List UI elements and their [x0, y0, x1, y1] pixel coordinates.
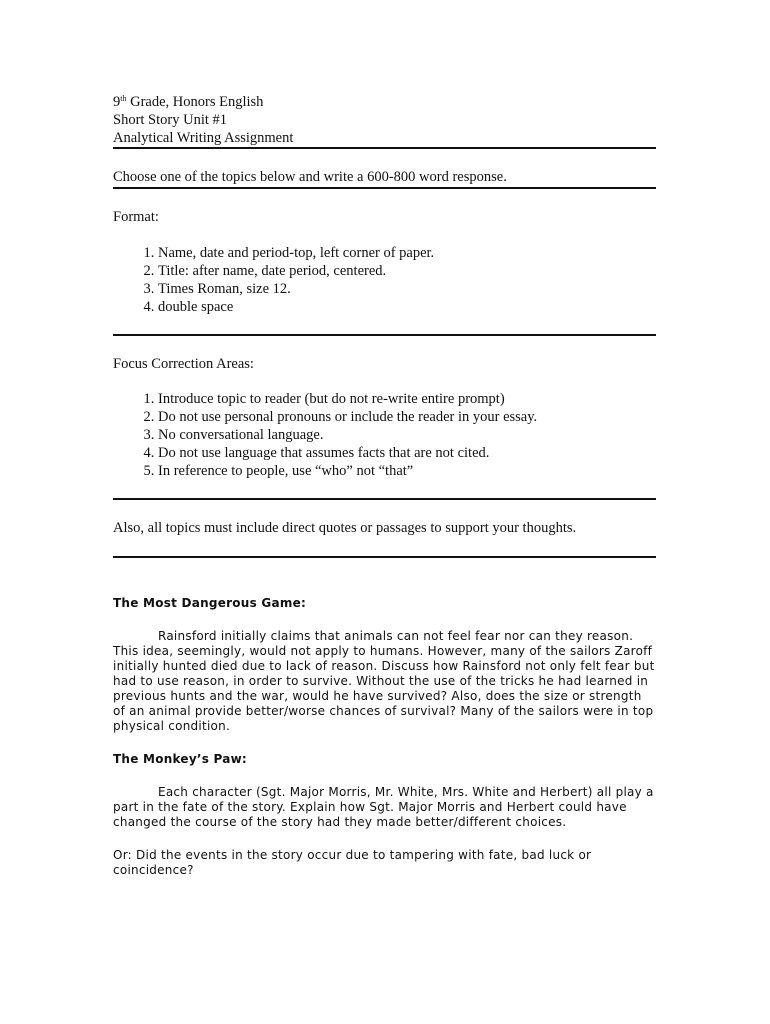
format-item: 2. Title: after name, date period, centered. [158, 262, 656, 280]
topic-title-monkeys-paw: The Monkey’s Paw: [113, 752, 247, 766]
document-header [113, 93, 656, 147]
divider-rule [113, 147, 656, 149]
assignment-document [113, 93, 656, 878]
format-list [113, 244, 656, 316]
focus-item: 2. Do not use personal pronouns or include the reader in your essay. [158, 408, 656, 426]
focus-list [113, 390, 656, 480]
topic-title-dangerous-game: The Most Dangerous Game: [113, 596, 307, 610]
focus-item: 1. Introduce topic to reader (but do not re-write entire prompt) [158, 390, 656, 408]
format-item: 1. Name, date and period-top, left corner of paper. [158, 244, 656, 262]
format-item: 3. Times Roman, size 12. [158, 280, 656, 298]
divider-rule [113, 187, 656, 189]
format-item: 4. double space [158, 298, 656, 316]
focus-item: 4. Do not use language that assumes facts that are not cited. [158, 444, 656, 462]
divider-rule [113, 334, 656, 336]
grade-course-text: Grade, Honors English [126, 94, 264, 110]
assignment-title: Analytical Writing Assignment [113, 130, 294, 146]
focus-item: 3. No conversational language. [158, 426, 656, 444]
quotes-requirement: Also, all topics must include direct quotes or passages to support your thoughts. [113, 520, 577, 536]
grade-course-line [113, 93, 656, 111]
divider-rule [113, 498, 656, 500]
focus-item: 5. In reference to people, use “who” not “that” [158, 462, 656, 480]
intro-instruction: Choose one of the topics below and write a 600-800 word response. [113, 169, 507, 185]
grade-number: 9 [113, 94, 121, 110]
topic-body-monkeys-paw: Each character (Sgt. Major Morris, Mr. White, Mrs. White and Herbert) all play a part in the fate of the story. Explain how Sgt. Major Morris and Herbert could have changed the course of the story had they made better/different choices. [113, 785, 654, 829]
format-heading: Format: [113, 209, 159, 225]
divider-rule [113, 556, 656, 558]
unit-title: Short Story Unit #1 [113, 112, 227, 128]
grade-suffix: th [120, 94, 127, 103]
topic-body-dangerous-game: Rainsford initially claims that animals can not feel fear nor can they reason. This idea, seemingly, would not apply to humans. However, many of the sailors Zaroff initially hunted died due to lack of reason. Discuss how Rainsford not only felt fear but had to use reason, in order to survive. Without the use of the tricks he had learned in previous hunts and the war, would he have survived? Also, does the size or strength of an animal provide better/worse chances of survival? Many of the sailors were in top physical condition. [113, 629, 655, 733]
topic-alternate-monkeys-paw: Or: Did the events in the story occur due to tampering with fate, bad luck or coincidence? [113, 848, 592, 877]
focus-heading: Focus Correction Areas: [113, 356, 254, 372]
